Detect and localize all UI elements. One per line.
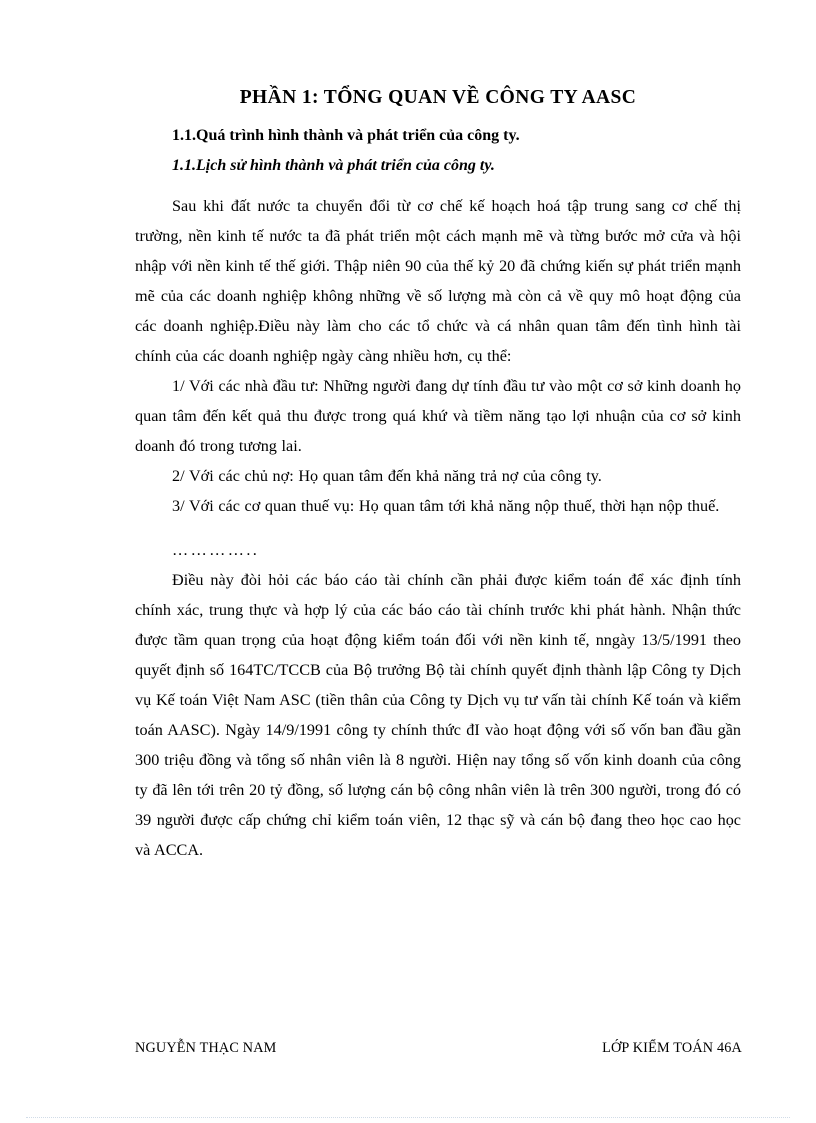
paragraph-item-2: 2/ Với các chủ nợ: Họ quan tâm đến khả năng trả nợ của công ty.: [172, 466, 602, 485]
page-title: PHẦN 1: TỔNG QUAN VỀ CÔNG TY AASC: [239, 87, 637, 108]
footer-author-name: NGUYỄN THẠC NAM: [135, 1040, 277, 1056]
paragraph-intro: Sau khi đất nước ta chuyển đổi từ cơ chế kế hoạch hoá tập trung sang cơ chế thị trường, nền kinh tế nước ta đã phát triển một cách mạnh mẽ và từng bước mở cửa và hội nhập với nền kinh tế thế giới. Thập niên 90 của thế kỷ 20 đã chứng kiến sự phát triển mạnh mẽ của các doanh nghiệp không những về số lượng mà còn cả về quy mô hoạt động của các doanh nghiệp.Điều này làm cho các tổ chức và cá nhân quan tâm đến tình hình tài chính của các doanh nghiệp ngày càng nhiều hơn, cụ thể:: [135, 196, 741, 365]
footer-class-name: LỚP KIỂM TOÁN 46A: [602, 1040, 742, 1056]
paragraph-company-history: Điều này đòi hỏi các báo cáo tài chính cần phải được kiểm toán để xác định tính chính xác, trung thực và hợp lý của các báo cáo tài chính trước khi phát hành. Nhận thức được tầm quan trọng của hoạt động kiểm toán đối với nền kinh tế, nngày 13/5/1991 theo quyết định số 164TC/TCCB của Bộ trưởng Bộ tài chính quyết định thành lập Công ty Dịch vụ Kế toán Việt Nam ASC (tiền thân của Công ty Dịch vụ tư vấn tài chính Kế toán và kiểm toán AASC). Ngày 14/9/1991 công ty chính thức đI vào hoạt động với số vốn ban đầu gần 300 triệu đồng và tổng số nhân viên là 8 người. Hiện nay tổng số vốn kinh doanh của công ty đã lên tới trên 20 tỷ đồng, số lượng cán bộ công nhân viên là trên 300 người, trong đó có 39 người được cấp chứng chỉ kiểm toán viên, 12 thạc sỹ và cán bộ đang theo học cao học và ACCA.: [135, 570, 741, 859]
ellipsis-separator: …………..: [172, 540, 260, 559]
paragraph-spacer: [135, 521, 741, 535]
section-heading-1-1: 1.1.Quá trình hình thành và phát triển của công ty.: [172, 127, 520, 145]
page-footer: [135, 1040, 742, 1057]
paragraph-item-3: 3/ Với các cơ quan thuế vụ: Họ quan tâm tới khả năng nộp thuế, thời hạn nộp thuế.: [172, 496, 720, 515]
document-body: [135, 86, 741, 865]
section-heading-1-1-history: 1.1.Lịch sử hình thành và phát triển của công ty.: [172, 157, 495, 175]
paragraph-item-1: 1/ Với các nhà đầu tư: Những người đang dự tính đầu tư vào một cơ sở kinh doanh họ quan tâm đến kết quả thu được trong quá khứ và tiềm năng tạo lợi nhuận của cơ sở kinh doanh đó trong tương lai.: [135, 376, 741, 455]
page-bottom-divider: [26, 1117, 790, 1119]
